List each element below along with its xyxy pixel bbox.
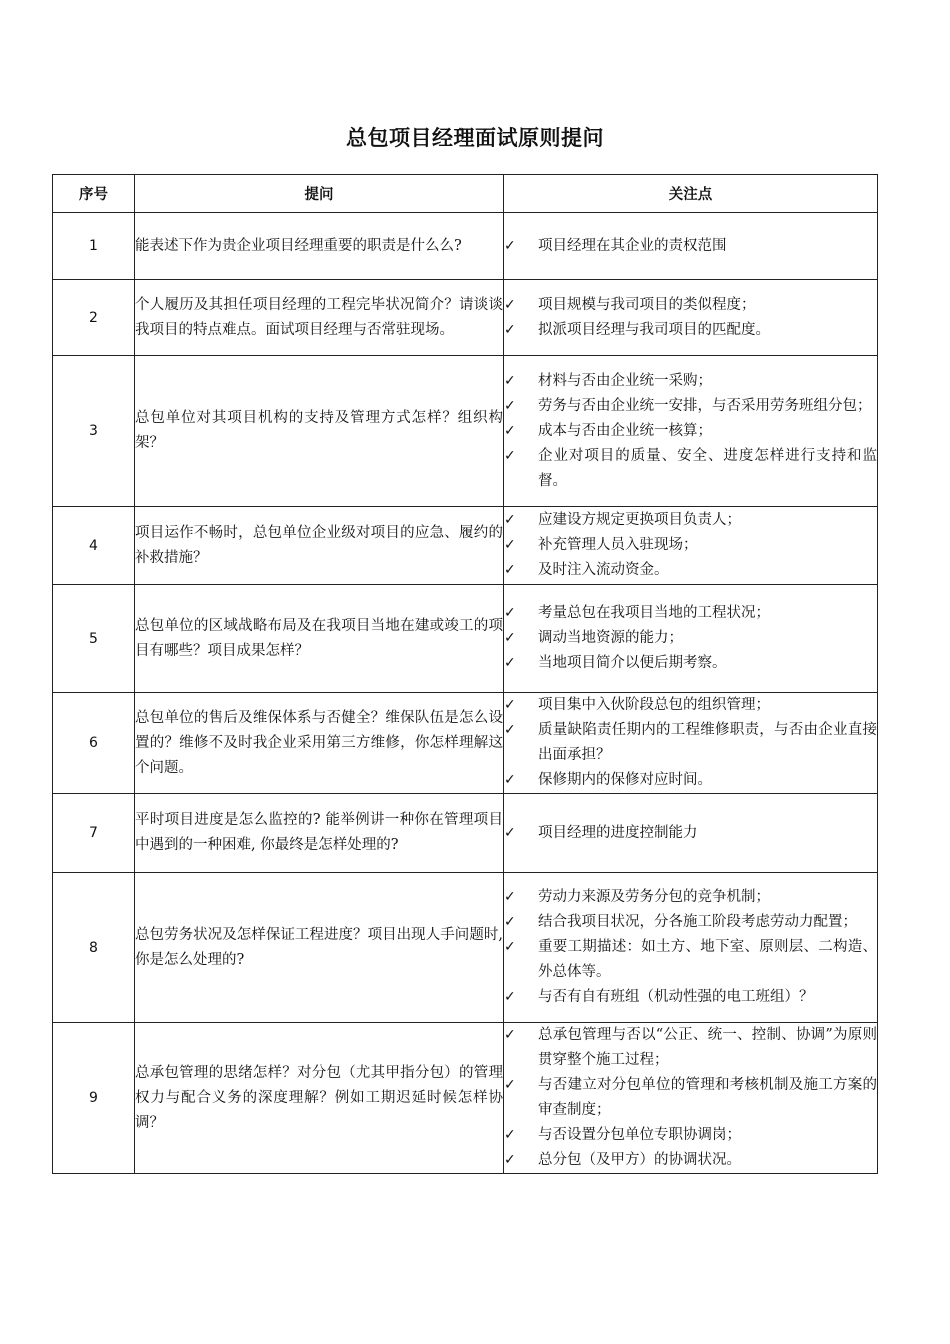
focus-point-text: 企业对项目的质量、安全、进度怎样进行支持和监督。 xyxy=(538,447,877,489)
check-icon: ✓ xyxy=(504,372,516,389)
document-title: 总包项目经理面试原则提问 xyxy=(346,126,604,150)
question-cell: 总包单位的售后及维保体系与否健全？维保队伍是怎么设置的？维修不及时我企业采用第三方维修，你怎样理解这个问题。 xyxy=(135,693,504,794)
focus-point-text: 项目经理在其企业的责权范围 xyxy=(538,237,727,254)
table-row xyxy=(53,794,878,873)
focus-point xyxy=(504,910,877,935)
focus-point-text: 与否建立对分包单位的管理和考核机制及施工方案的审查制度； xyxy=(538,1077,877,1118)
focus-point-text: 应建设方规定更换项目负责人； xyxy=(538,512,741,528)
focus-point xyxy=(504,601,877,626)
check-icon: ✓ xyxy=(504,914,516,930)
focus-point xyxy=(504,985,877,1010)
check-icon: ✓ xyxy=(504,397,516,414)
check-icon: ✓ xyxy=(504,824,516,841)
focus-point-text: 质量缺陷责任期内的工程维修职责，与否由企业直接出面承担？ xyxy=(538,722,877,763)
question-cell: 个人履历及其担任项目经理的工程完毕状况简介？请谈谈我项目的特点难点。面试项目经理与否常驻现场。 xyxy=(135,280,504,356)
check-icon: ✓ xyxy=(504,697,516,713)
table-row xyxy=(53,585,878,693)
table-row xyxy=(53,213,878,280)
header-focus: 关注点 xyxy=(504,175,878,213)
focus-point-text: 拟派项目经理与我司项目的匹配度。 xyxy=(538,321,770,338)
check-icon: ✓ xyxy=(504,989,516,1005)
focus-point xyxy=(504,1148,877,1173)
table-row xyxy=(53,507,878,585)
focus-point xyxy=(504,1073,877,1123)
question-cell: 能表述下作为贵企业项目经理重要的职责是什么么? xyxy=(135,213,504,280)
check-icon: ✓ xyxy=(504,512,516,528)
check-icon: ✓ xyxy=(504,605,516,621)
focus-point xyxy=(504,394,877,419)
check-icon: ✓ xyxy=(504,296,516,313)
row-number: 5 xyxy=(53,585,135,693)
focus-cell xyxy=(504,585,878,693)
question-cell: 总包单位的区域战略布局及在我项目当地在建或竣工的项目有哪些？项目成果怎样？ xyxy=(135,585,504,693)
row-number: 3 xyxy=(53,356,135,507)
focus-point-text: 当地项目简介以便后期考察。 xyxy=(538,655,727,671)
focus-cell xyxy=(504,873,878,1023)
focus-point xyxy=(504,369,877,394)
interview-table xyxy=(52,174,878,1174)
focus-point xyxy=(504,885,877,910)
focus-cell xyxy=(504,356,878,507)
question-cell: 总包劳务状况及怎样保证工程进度？项目出现人手问题时, 你是怎么处理的? xyxy=(135,873,504,1023)
focus-point-text: 调动当地资源的能力； xyxy=(538,630,683,646)
row-number: 1 xyxy=(53,213,135,280)
focus-cell xyxy=(504,507,878,585)
focus-point xyxy=(504,234,877,259)
focus-point-text: 总分包（及甲方）的协调状况。 xyxy=(538,1152,741,1168)
focus-point-text: 与否设置分包单位专职协调岗； xyxy=(538,1127,741,1143)
table-row xyxy=(53,280,878,356)
focus-point xyxy=(504,1123,877,1148)
focus-point-text: 劳务与否由企业统一安排，与否采用劳务班组分包； xyxy=(538,397,872,414)
focus-point xyxy=(504,935,877,985)
focus-point xyxy=(504,768,877,793)
table-row xyxy=(53,693,878,794)
focus-point xyxy=(504,318,877,343)
row-number: 4 xyxy=(53,507,135,585)
focus-point xyxy=(504,693,877,718)
check-icon: ✓ xyxy=(504,1127,516,1143)
focus-point-text: 考量总包在我项目当地的工程状况； xyxy=(538,605,770,621)
focus-point xyxy=(504,444,877,494)
check-icon: ✓ xyxy=(504,1027,516,1043)
focus-point xyxy=(504,293,877,318)
table-row xyxy=(53,1023,878,1174)
focus-point xyxy=(504,626,877,651)
focus-point xyxy=(504,718,877,768)
table-row xyxy=(53,356,878,507)
focus-point-text: 项目集中入伙阶段总包的组织管理； xyxy=(538,697,770,713)
question-cell: 总包单位对其项目机构的支持及管理方式怎样？组织构架？ xyxy=(135,356,504,507)
focus-cell xyxy=(504,693,878,794)
focus-point-text: 材料与否由企业统一采购； xyxy=(538,372,712,389)
table-header-row xyxy=(53,175,878,213)
row-number: 7 xyxy=(53,794,135,873)
focus-point-text: 总承包管理与否以“公正、统一、控制、协调”为原则贯穿整个施工过程； xyxy=(538,1027,877,1068)
check-icon: ✓ xyxy=(504,630,516,646)
focus-cell xyxy=(504,213,878,280)
focus-cell xyxy=(504,1023,878,1174)
focus-point-text: 与否有自有班组（机动性强的电工班组）？ xyxy=(538,989,814,1005)
focus-point xyxy=(504,651,877,676)
focus-cell xyxy=(504,794,878,873)
row-number: 2 xyxy=(53,280,135,356)
check-icon: ✓ xyxy=(504,889,516,905)
row-number: 8 xyxy=(53,873,135,1023)
check-icon: ✓ xyxy=(504,772,516,788)
focus-point-text: 劳动力来源及劳务分包的竞争机制； xyxy=(538,889,770,905)
check-icon: ✓ xyxy=(504,655,516,671)
check-icon: ✓ xyxy=(504,722,516,738)
row-number: 6 xyxy=(53,693,135,794)
check-icon: ✓ xyxy=(504,939,516,955)
focus-point-text: 项目规模与我司项目的类似程度； xyxy=(538,296,756,313)
focus-point-text: 及时注入流动资金。 xyxy=(538,562,669,578)
focus-point xyxy=(504,419,877,444)
question-cell: 平时项目进度是怎么监控的? 能举例讲一种你在管理项目中遇到的一种困难, 你最终是怎样处理的? xyxy=(135,794,504,873)
check-icon: ✓ xyxy=(504,1077,516,1093)
check-icon: ✓ xyxy=(504,1152,516,1168)
focus-point-text: 结合我项目状况，分各施工阶段考虑劳动力配置； xyxy=(538,914,857,930)
check-icon: ✓ xyxy=(504,447,516,464)
focus-point xyxy=(504,1023,877,1073)
row-number: 9 xyxy=(53,1023,135,1174)
check-icon: ✓ xyxy=(504,537,516,553)
table-row xyxy=(53,873,878,1023)
focus-point-text: 项目经理的进度控制能力 xyxy=(538,824,698,841)
question-cell: 项目运作不畅时，总包单位企业级对项目的应急、履约的补救措施？ xyxy=(135,507,504,585)
focus-point-text: 重要工期描述：如土方、地下室、原则层、二构造、外总体等。 xyxy=(538,939,877,980)
focus-point-text: 补充管理人员入驻现场； xyxy=(538,537,698,553)
check-icon: ✓ xyxy=(504,422,516,439)
focus-point xyxy=(504,821,877,846)
focus-point xyxy=(504,558,877,583)
focus-point-text: 保修期内的保修对应时间。 xyxy=(538,772,712,788)
focus-point-text: 成本与否由企业统一核算； xyxy=(538,422,712,439)
focus-cell xyxy=(504,280,878,356)
header-question: 提问 xyxy=(135,175,504,213)
question-cell: 总承包管理的思绪怎样？对分包（尤其甲指分包）的管理权力与配合义务的深度理解？例如工期迟延时候怎样协调？ xyxy=(135,1023,504,1174)
check-icon: ✓ xyxy=(504,237,516,254)
check-icon: ✓ xyxy=(504,321,516,338)
header-num: 序号 xyxy=(53,175,135,213)
check-icon: ✓ xyxy=(504,562,516,578)
focus-point xyxy=(504,533,877,558)
focus-point xyxy=(504,508,877,533)
